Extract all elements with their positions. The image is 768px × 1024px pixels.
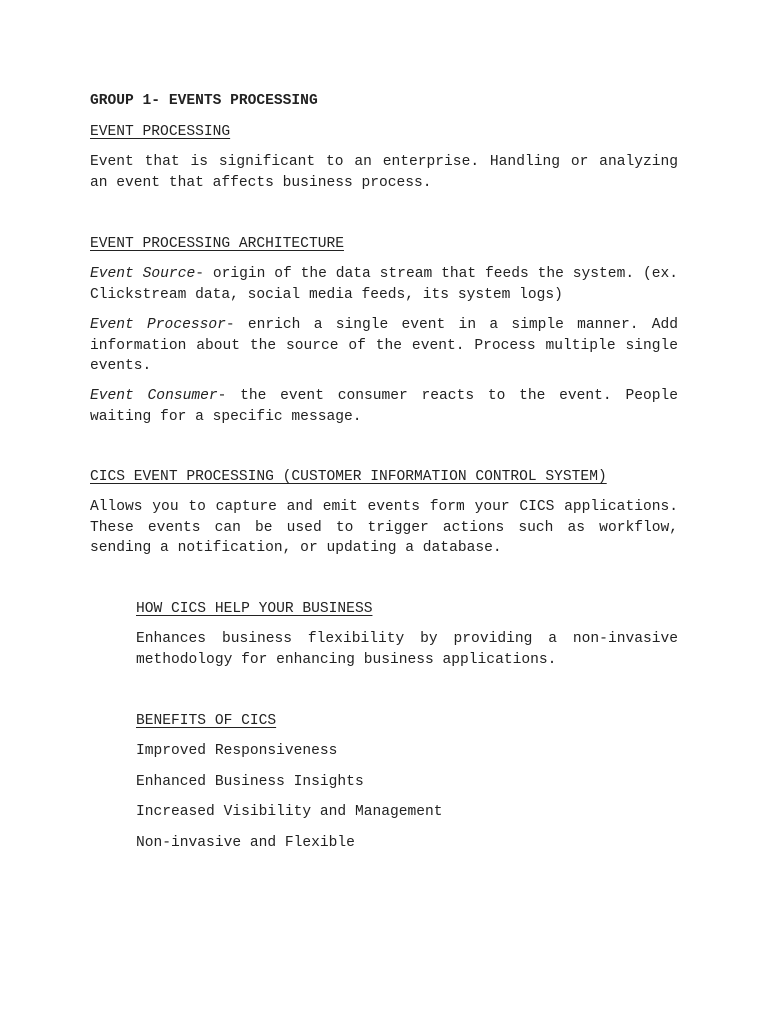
benefit-item: Increased Visibility and Management <box>136 804 443 820</box>
benefit-item: Improved Responsiveness <box>136 743 338 759</box>
definition-event-consumer: - the event consumer reacts to the event. People waiting for a specific message. <box>90 388 678 425</box>
section-heading-how-cics-help: HOW CICS HELP YOUR BUSINESS <box>136 601 373 617</box>
document-title: GROUP 1- EVENTS PROCESSING <box>90 93 318 109</box>
definition-event-source: - origin of the data stream that feeds the system. (ex. Clickstream data, social media feeds, its system logs) <box>90 266 678 303</box>
architecture-item-event-consumer <box>90 386 678 427</box>
definition-event-processor: - enrich a single event in a simple manner. Add information about the source of the event. Process multiple single events. <box>90 317 678 374</box>
section-heading-benefits: BENEFITS OF CICS <box>136 713 277 729</box>
section-heading-event-processing: EVENT PROCESSING <box>90 124 231 140</box>
benefit-item: Non-invasive and Flexible <box>136 835 355 851</box>
term-event-processor: Event Processor <box>90 317 226 333</box>
term-event-source: Event Source <box>90 266 196 282</box>
section-text-event-processing: Event that is significant to an enterprise. Handling or analyzing an event that affects business process. <box>90 154 678 191</box>
architecture-item-event-source <box>90 264 678 305</box>
section-text-cics: Allows you to capture and emit events form your CICS applications. These events can be used to trigger actions such as workflow, sending a notification, or updating a database. <box>90 499 678 556</box>
section-heading-cics: CICS EVENT PROCESSING (CUSTOMER INFORMATION CONTROL SYSTEM) <box>90 469 607 485</box>
benefit-item: Enhanced Business Insights <box>136 774 364 790</box>
architecture-item-event-processor <box>90 315 678 377</box>
section-heading-architecture: EVENT PROCESSING ARCHITECTURE <box>90 236 344 252</box>
term-event-consumer: Event Consumer <box>90 388 218 404</box>
section-text-how-cics-help: Enhances business flexibility by providing a non-invasive methodology for enhancing business applications. <box>136 631 678 668</box>
